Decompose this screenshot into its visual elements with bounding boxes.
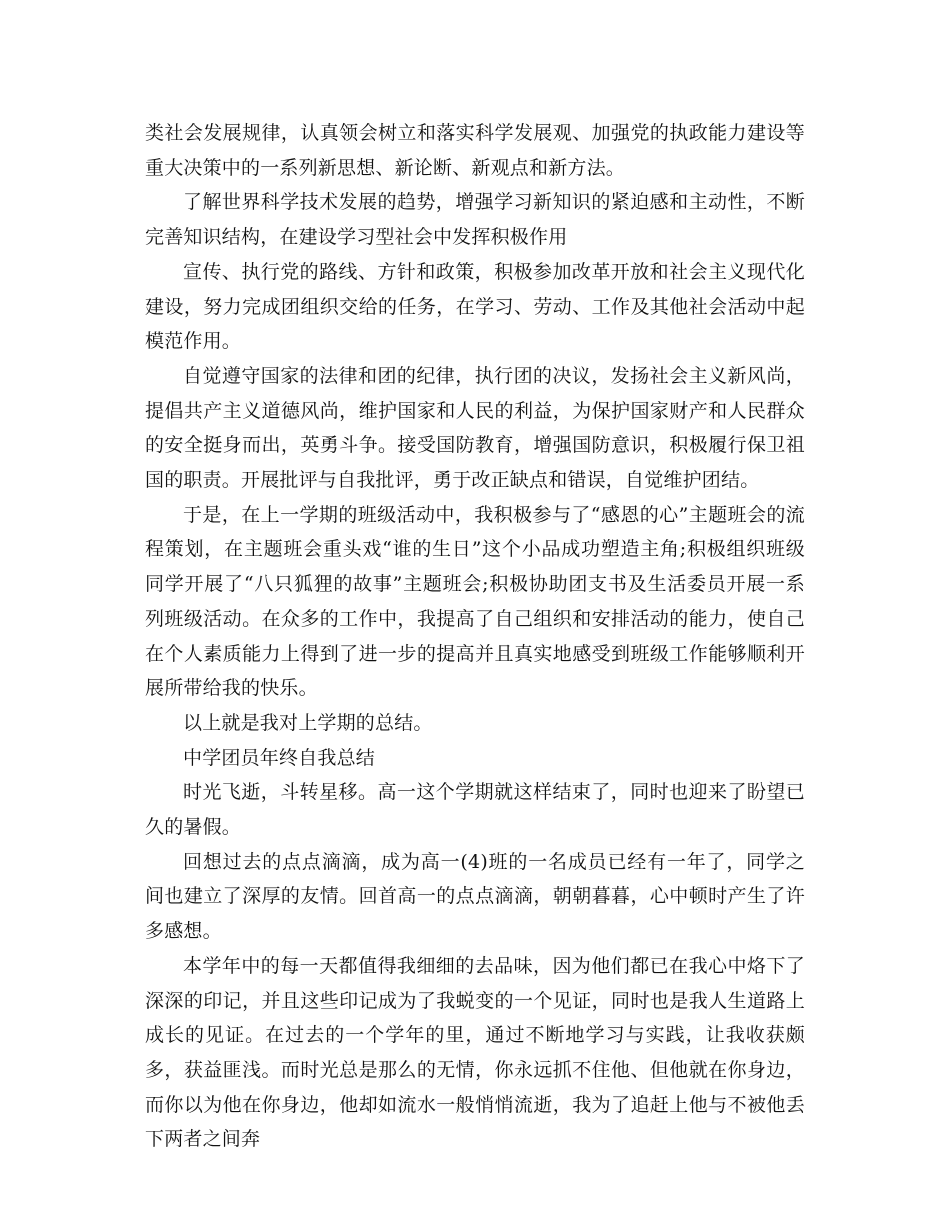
paragraph: 了解世界科学技术发展的趋势，增强学习新知识的紧迫感和主动性，不断完善知识结构，在建设学习型社会中发挥积极作用 [145,191,805,249]
section-heading: 中学团员年终自我总结 [183,746,376,769]
paragraph: 类社会发展规律，认真领会树立和落实科学发展观、加强党的执政能力建设等重大决策中的一系列新思想、新论断、新观点和新方法。 [145,122,805,179]
paragraph: 自觉遵守国家的法律和团的纪律，执行团的决议，发扬社会主义新风尚，提倡共产主义道德风尚，维护国家和人民的利益，为保护国家财产和人民群众的安全挺身而出，英勇斗争。接受国防教育，增强国防意识，积极履行保卫祖国的职责。开展批评与自我批评，勇于改正缺点和错误，自觉维护团结。 [145,364,805,492]
paragraph: 以上就是我对上学期的总结。 [183,711,433,734]
document-body [145,116,805,1157]
paragraph: 于是，在上一学期的班级活动中，我积极参与了“感恩的心”主题班会的流程策划，在主题班会重头戏“谁的生日”这个小品成功塑造主角;积极组织班级同学开展了“八只狐狸的故事”主题班会;积极协助团支书及生活委员开展一系列班级活动。在众多的工作中，我提高了自己组织和安排活动的能力，使自己在个人素质能力上得到了进一步的提高并且真实地感受到班级工作能够顺利开展所带给我的快乐。 [145,503,805,700]
paragraph: 宣传、执行党的路线、方针和政策，积极参加改革开放和社会主义现代化建设，努力完成团组织交给的任务，在学习、劳动、工作及其他社会活动中起模范作用。 [145,260,805,353]
paragraph: 回想过去的点点滴滴，成为高一(4)班的一名成员已经有一年了，同学之间也建立了深厚的友情。回首高一的点点滴滴，朝朝暮暮，心中顿时产生了许多感想。 [145,850,805,943]
paragraph: 本学年中的每一天都值得我细细的去品味，因为他们都已在我心中烙下了深深的印记，并且这些印记成为了我蜕变的一个见证，同时也是我人生道路上成长的见证。在过去的一个学年的里，通过不断地学习与实践，让我收获颇多，获益匪浅。而时光总是那么的无情，你永远抓不住他、但他就在你身边，而你以为他在你身边，他却如流水一般悄悄流逝，我为了追赶上他与不被他丢下两者之间奔 [145,954,805,1151]
paragraph: 时光飞逝，斗转星移。高一这个学期就这样结束了，同时也迎来了盼望已久的暑假。 [145,781,805,839]
